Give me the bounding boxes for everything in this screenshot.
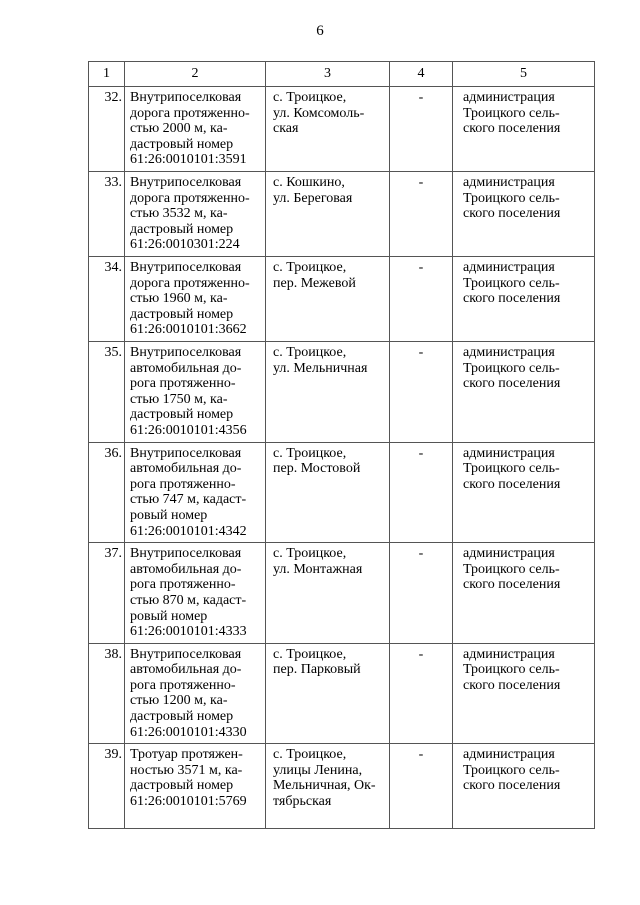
header-col-3: 3 (266, 62, 390, 87)
row-number: 35. (89, 342, 125, 443)
row-number: 36. (89, 442, 125, 543)
object-owner: администрация Троицкого сель- ского поселения (453, 543, 595, 644)
table-row (89, 87, 595, 172)
row-number: 34. (89, 257, 125, 342)
column-4-value: - (390, 342, 453, 443)
object-name: Внутрипоселковая дорога протяженно- стью 3532 м, ка- дастровый номер 61:26:0010301:224 (125, 172, 266, 257)
row-number: 33. (89, 172, 125, 257)
column-4-value: - (390, 643, 453, 744)
object-address: с. Троицкое, улицы Ленина, Мельничная, Ок- тябрьская (266, 744, 390, 829)
row-number: 37. (89, 543, 125, 644)
object-name: Внутрипоселковая автомобильная до- рога протяженно- стью 1750 м, ка- дастровый номер 61:26:0010101:4356 (125, 342, 266, 443)
header-col-5: 5 (453, 62, 595, 87)
table-row (89, 257, 595, 342)
object-address: с. Троицкое, пер. Межевой (266, 257, 390, 342)
table-row (89, 543, 595, 644)
table-row (89, 643, 595, 744)
object-address: с. Кошкино, ул. Береговая (266, 172, 390, 257)
row-number: 39. (89, 744, 125, 829)
column-4-value: - (390, 442, 453, 543)
table-row (89, 342, 595, 443)
object-name: Внутрипоселковая автомобильная до- рога протяженно- стью 1200 м, ка- дастровый номер 61:26:0010101:4330 (125, 643, 266, 744)
object-owner: администрация Троицкого сель- ского поселения (453, 257, 595, 342)
object-owner: администрация Троицкого сель- ского поселения (453, 643, 595, 744)
header-col-2: 2 (125, 62, 266, 87)
object-name: Внутрипоселковая автомобильная до- рога протяженно- стью 747 м, кадаст- ровый номер 61:26:0010101:4342 (125, 442, 266, 543)
page-number: 6 (316, 23, 324, 39)
property-register-table (88, 61, 595, 829)
column-4-value: - (390, 172, 453, 257)
object-owner: администрация Троицкого сель- ского поселения (453, 442, 595, 543)
object-owner: администрация Троицкого сель- ского поселения (453, 744, 595, 829)
object-address: с. Троицкое, ул. Мельничная (266, 342, 390, 443)
object-address: с. Троицкое, ул. Монтажная (266, 543, 390, 644)
row-number: 38. (89, 643, 125, 744)
table-row (89, 172, 595, 257)
object-name: Тротуар протяжен- ностью 3571 м, ка- дастровый номер 61:26:0010101:5769 (125, 744, 266, 829)
column-4-value: - (390, 87, 453, 172)
table-row (89, 442, 595, 543)
object-owner: администрация Троицкого сель- ского поселения (453, 87, 595, 172)
header-col-4: 4 (390, 62, 453, 87)
column-4-value: - (390, 543, 453, 644)
object-name: Внутрипоселковая дорога протяженно- стью 1960 м, ка- дастровый номер 61:26:0010101:3662 (125, 257, 266, 342)
object-address: с. Троицкое, ул. Комсомоль- ская (266, 87, 390, 172)
object-owner: администрация Троицкого сель- ского поселения (453, 172, 595, 257)
column-4-value: - (390, 257, 453, 342)
table-body (89, 87, 595, 829)
header-row (89, 62, 595, 87)
object-address: с. Троицкое, пер. Мостовой (266, 442, 390, 543)
row-number: 32. (89, 87, 125, 172)
object-name: Внутрипоселковая дорога протяженно- стью 2000 м, ка- дастровый номер 61:26:0010101:3591 (125, 87, 266, 172)
object-owner: администрация Троицкого сель- ского поселения (453, 342, 595, 443)
object-address: с. Троицкое, пер. Парковый (266, 643, 390, 744)
column-4-value: - (390, 744, 453, 829)
table-row (89, 744, 595, 829)
table-header (89, 62, 595, 87)
object-name: Внутрипоселковая автомобильная до- рога протяженно- стью 870 м, кадаст- ровый номер 61:26:0010101:4333 (125, 543, 266, 644)
header-col-1: 1 (89, 62, 125, 87)
